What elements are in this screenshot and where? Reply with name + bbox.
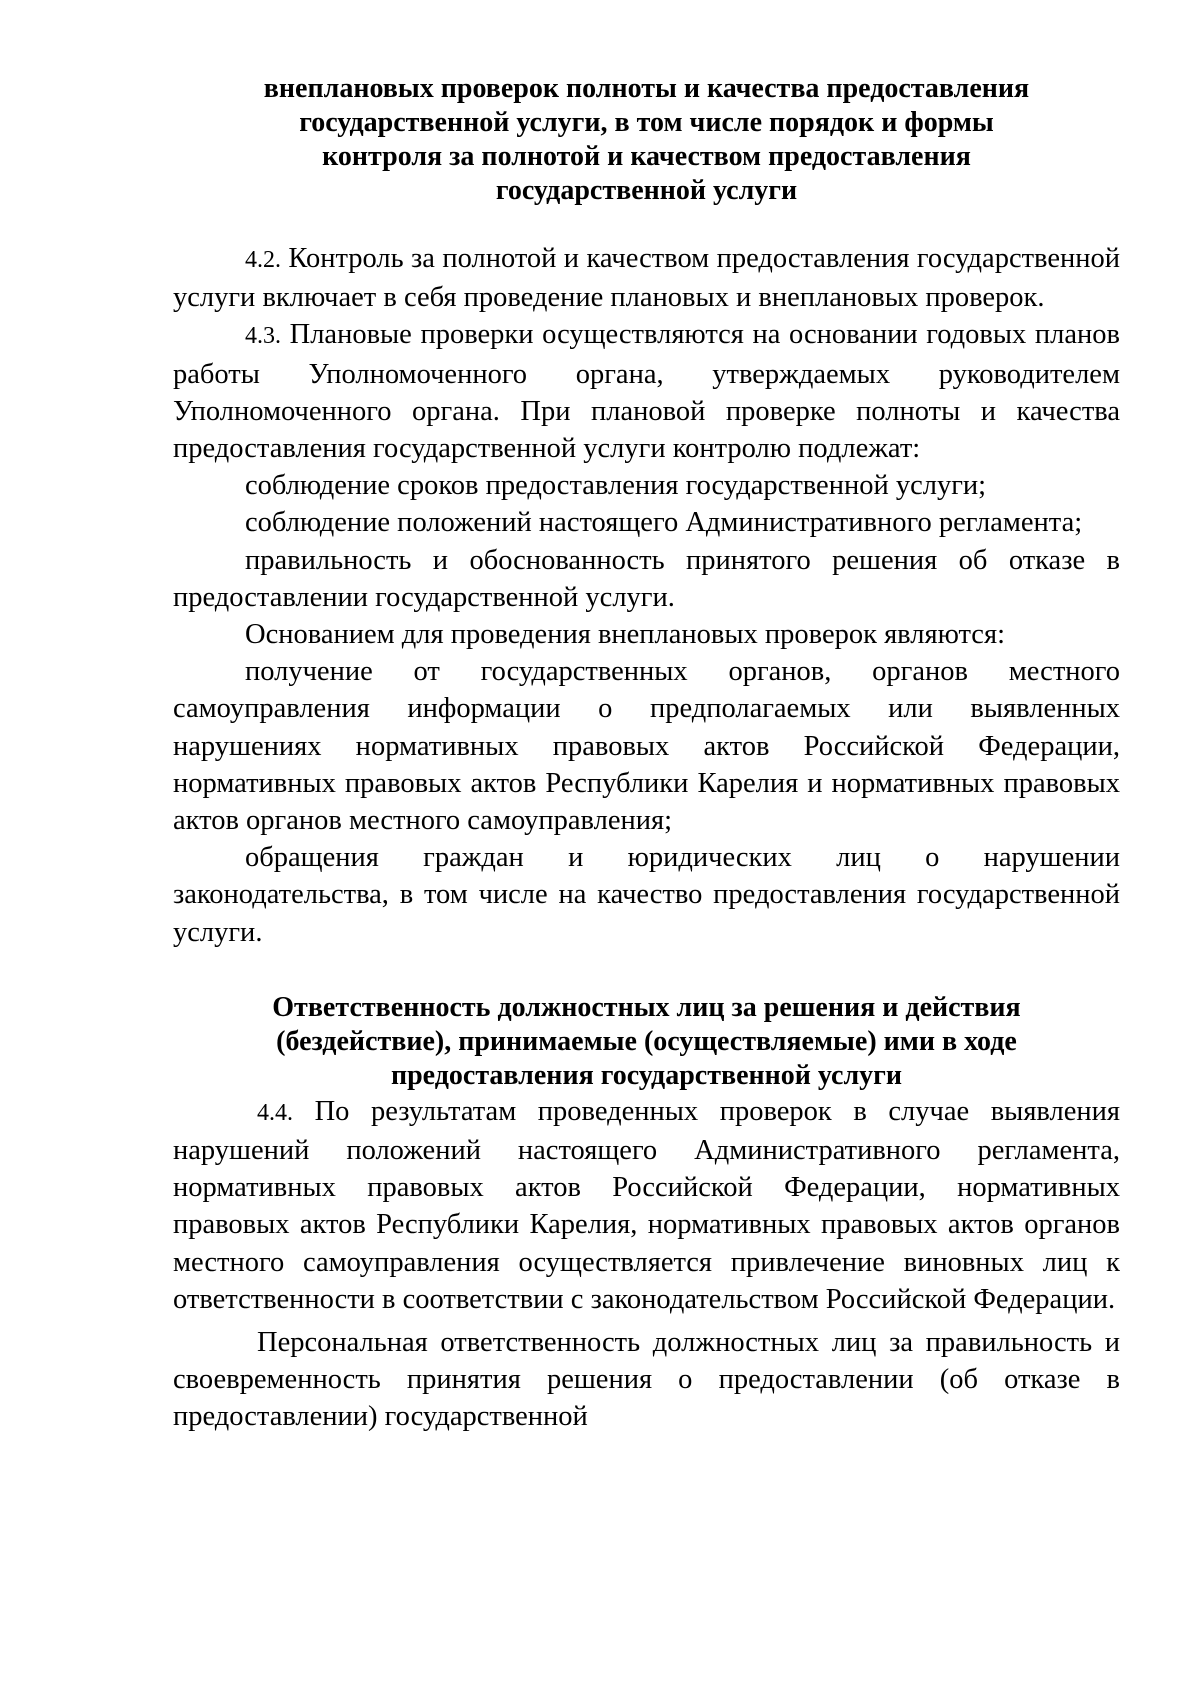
heading-line: (бездействие), принимаемые (осуществляемые) ими в ходе [276,1025,1017,1057]
list-item-planned: соблюдение положений настоящего Административного регламента; [245,507,1083,539]
paragraph-4-3 [173,316,1120,467]
spacer [173,208,1120,240]
heading-line: государственной услуги [495,175,798,206]
heading-line: Ответственность должностных лиц за решения и действия [272,991,1021,1023]
paragraph-4-4 [173,1093,1120,1318]
spacer [173,951,1120,991]
heading-line: контроля за полнотой и качеством предоставления [322,141,971,172]
section-heading-inspections [173,72,1120,208]
paragraph-text: Контроль за полнотой и качеством предоставления государственной услуги включает в себя проведение плановых и внеплановых проверок. [173,243,1121,314]
list-item-planned: правильность и обоснованность принятого решения об отказе в предоставлении государственной услуги. [173,544,1120,613]
heading-line: предоставления государственной услуги [390,1059,903,1091]
heading-line: внеплановых проверок полноты и качества предоставления [263,73,1030,104]
list-item-planned: соблюдение сроков предоставления государственной услуги; [245,470,987,502]
paragraph-text: Плановые проверки осуществляются на основании годовых планов работы Уполномоченного органа, утверждаемых руководителем Уполномоченного органа. При плановой проверке полноты и качества предоставления государственной услуги контролю подлежат: [173,319,1120,465]
heading-line: государственной услуги, в том числе порядок и формы [299,107,994,138]
paragraph-personal-responsibility: Персональная ответственность должностных лиц за правильность и своевременность принятия решения о предоставлении (об отказе в предоставлении) государственной [173,1327,1120,1433]
list-item-unplanned: обращения граждан и юридических лиц о нарушении законодательства, в том числе на качество предоставления государственной услуги. [173,842,1120,948]
list-item-unplanned: получение от государственных органов, органов местного самоуправления информации о предполагаемых или выявленных нарушениях нормативных правовых актов Российской Федерации, нормативных правовых актов Республики Карелия и нормативных правовых актов органов местного самоуправления; [173,656,1120,837]
paragraph-number: 4.3. [245,323,281,350]
document-page [173,72,1120,1436]
paragraph-number: 4.2. [245,247,281,273]
paragraph-4-2 [173,240,1120,316]
paragraph-text: По результатам проведенных проверок в случае выявления нарушений положений настоящего Административного регламента, нормативных правовых актов Российской Федерации, нормативных правовых актов Республики Карелия, нормативных правовых актов органов местного самоуправления осуществляется привлечение виновных лиц к ответственности в соответствии с законодательством Российской Федерации. [173,1095,1120,1315]
section-heading-responsibility [173,991,1120,1093]
paragraph-number: 4.4. [257,1099,293,1126]
unplanned-intro: Основанием для проведения внеплановых проверок являются: [245,619,1005,651]
